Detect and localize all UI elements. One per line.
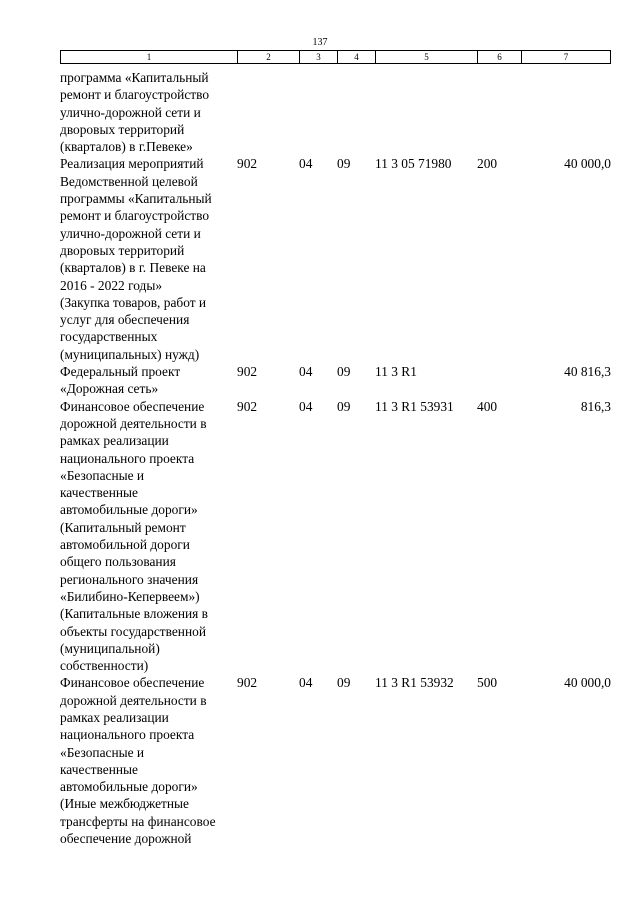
header-col-2: 2 — [238, 51, 300, 63]
row-code-vr: 400 — [477, 398, 498, 414]
row-code-csr: 11 3 R1 53931 — [375, 398, 454, 414]
row-amount: 816,3 — [580, 398, 611, 414]
row-code-gr: 902 — [237, 398, 258, 414]
row-code-rz: 04 — [299, 398, 313, 414]
row-amount: 40 000,0 — [564, 675, 611, 691]
row-code-csr: 11 3 R1 53932 — [375, 675, 454, 691]
row-code-rz — [299, 69, 337, 155]
table-row — [60, 363, 611, 398]
row-code-vr — [477, 363, 521, 398]
row-description: Федеральный проект «Дорожная сеть» — [60, 364, 181, 397]
table-row — [60, 398, 611, 675]
row-code-csr: 11 3 R1 — [375, 364, 417, 380]
row-description: программа «Капитальный ремонт и благоустройство улично-дорожной сети и дворовых территорий (кварталов) в г.Певеке» — [60, 70, 210, 155]
row-amount: 40 000,0 — [564, 156, 611, 172]
row-code-vr: 200 — [477, 156, 498, 172]
table-header — [60, 50, 611, 64]
row-code-pr: 09 — [337, 675, 351, 691]
header-col-5: 5 — [376, 51, 478, 63]
header-col-1: 1 — [61, 51, 238, 63]
header-col-4: 4 — [338, 51, 376, 63]
row-amount — [521, 69, 611, 155]
row-code-gr: 902 — [237, 675, 258, 691]
row-code-gr — [237, 69, 299, 155]
row-code-rz: 04 — [299, 675, 313, 691]
row-code-vr: 500 — [477, 675, 498, 691]
table-body — [60, 69, 611, 847]
row-code-rz: 04 — [299, 156, 313, 172]
row-code-vr — [477, 69, 521, 155]
row-code-pr: 09 — [337, 364, 351, 380]
row-code-pr: 09 — [337, 398, 351, 414]
table-row — [60, 69, 611, 155]
row-code-pr: 09 — [337, 156, 351, 172]
row-code-pr — [337, 69, 375, 155]
table-row — [60, 674, 611, 847]
row-code-csr: 11 3 05 71980 — [375, 156, 452, 172]
row-code-gr: 902 — [237, 364, 258, 380]
row-amount: 40 816,3 — [564, 364, 611, 380]
header-col-6: 6 — [478, 51, 522, 63]
row-description: Финансовое обеспечение дорожной деятельности в рамках реализации национального проекта «Безопасные и качественные автомобильные дороги» (Капитальный ремонт автомобильной дороги общего пользования регионального значения «Билибино-Кепервеем») (Капитальные вложения в объекты государственной (муниципальной) собственности) — [60, 398, 209, 674]
row-code-rz: 04 — [299, 364, 313, 380]
row-code-csr — [375, 69, 477, 155]
header-col-3: 3 — [300, 51, 338, 63]
header-col-7: 7 — [563, 52, 569, 62]
table-row — [60, 155, 611, 363]
row-code-gr: 902 — [237, 156, 258, 172]
page-number: 137 — [312, 37, 328, 48]
row-description: Финансовое обеспечение дорожной деятельности в рамках реализации национального проекта «Безопасные и качественные автомобильные дороги» (Иные межбюджетные трансферты на финансовое обеспечение дорожной — [60, 675, 216, 847]
row-description: Реализация мероприятий Ведомственной целевой программы «Капитальный ремонт и благоустройство улично-дорожной сети и дворовых территорий (кварталов) в г. Певеке на 2016 - 2022 годы» (Закупка товаров, работ и услуг для обеспечения государственных (муниципальных) нужд) — [60, 156, 212, 362]
